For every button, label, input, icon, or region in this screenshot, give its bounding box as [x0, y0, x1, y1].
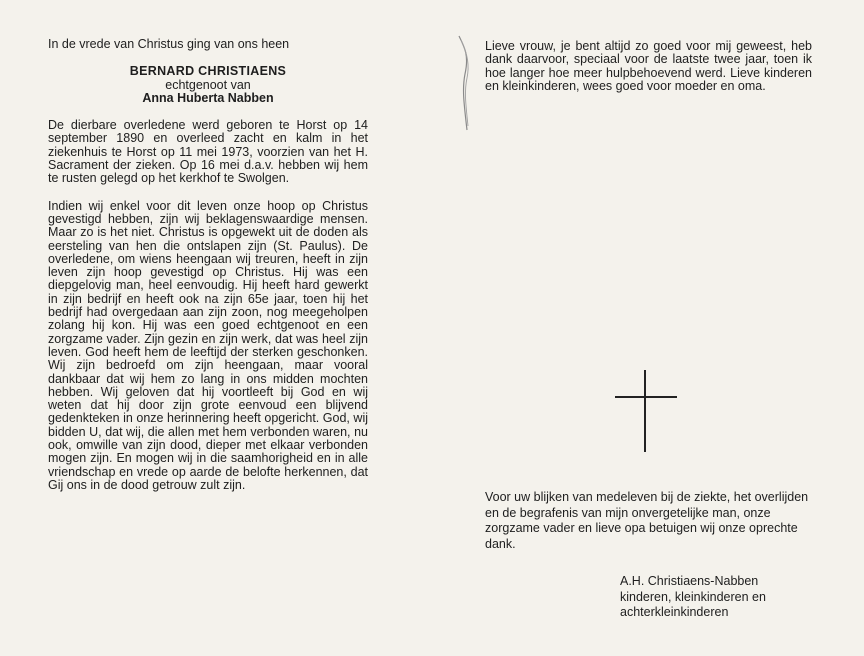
birth-death-paragraph: De dierbare overledene werd geboren te Horst op 14 september 1890 en overleed zacht en kalm in het ziekenhuis te Horst op 11 mei 1973, voorzien van het H. Sacrament der zieken. Op 16 mei d.a.v. hebben wij hem te rusten gelegd op het kerkhof te Swolgen. [48, 118, 368, 186]
signature-children: kinderen, kleinkinderen en [620, 589, 766, 604]
signature-block [620, 574, 830, 621]
eulogy-paragraph: Indien wij enkel voor dit leven onze hoop op Christus gevestigd hebben, zijn wij beklagenswaardige mensen. Maar zo is het niet. Christus is opgewekt uit de doden als eersteling van hen die ontslapen zijn (St. Paulus). De overledene, om wiens heengaan wij treuren, heeft in zijn leven zijn hoop gevestigd op Christus. Hij was een diepgelovig man, heel eenvoudig. Hij heeft hard gewerkt in zijn bedrijf en heeft ook na zijn 65e jaar, toen hij het bedrijf had overgedaan aan zijn zoon, nog meegeholpen zolang hij kon. Hij was een goed echtgenoot en een zorgzame vader. Zijn gezin en zijn werk, dat was heel zijn leven. God heeft hem de leeftijd der sterken geschonken. Wij zijn bedroefd om zijn heengaan, maar vooral dankbaar dat wij hem zo lang in ons midden mochten hebben. Wij geloven dat hij voortleeft bij God en wij weten dat hij door zijn grote eenvoud een blijvend gedenkteken in onze herinnering heeft opgericht. God, wij bidden U, dat wij, die allen met hem verbonden waren, nu ook, omwille van zijn dood, dieper met elkaar verbonden mogen zijn. En mogen wij in die saamhorigheid en in alle vriendschap en vrede op aarde de belofte herkennen, dat Gij ons in de dood getrouw zult zijn. [48, 198, 368, 492]
signature-name: A.H. Christiaens-Nabben [620, 574, 759, 588]
deceased-name: BERNARD CHRISTIAENS [129, 64, 287, 79]
thanks-paragraph: Voor uw blijken van medeleven bij de ziekte, het overlijden en de begrafenis van mijn onvergetelijke man, onze zorgzame vader en lieve opa betuigen wij onze oprechte dank. [485, 490, 809, 551]
intro-line: In de vrede van Christus ging van ons heen [48, 37, 290, 51]
right-page [485, 40, 812, 93]
spouse-label: echtgenoot van [165, 77, 251, 92]
wife-paragraph: Lieve vrouw, je bent altijd zo goed voor mij geweest, heb dank daarvoor, speciaal voor de laatste twee jaar, toen ik hoe langer hoe meer hulpbehoevend werd. Lieve kinderen en kleinkinderen, wees goed voor moeder en oma. [485, 39, 812, 93]
cross-icon [615, 370, 677, 452]
signature-great-grandchildren: achterkleinkinderen [620, 605, 729, 619]
left-page [48, 38, 368, 506]
spouse-name: Anna Huberta Nabben [142, 90, 274, 105]
pencil-mark [455, 34, 477, 132]
